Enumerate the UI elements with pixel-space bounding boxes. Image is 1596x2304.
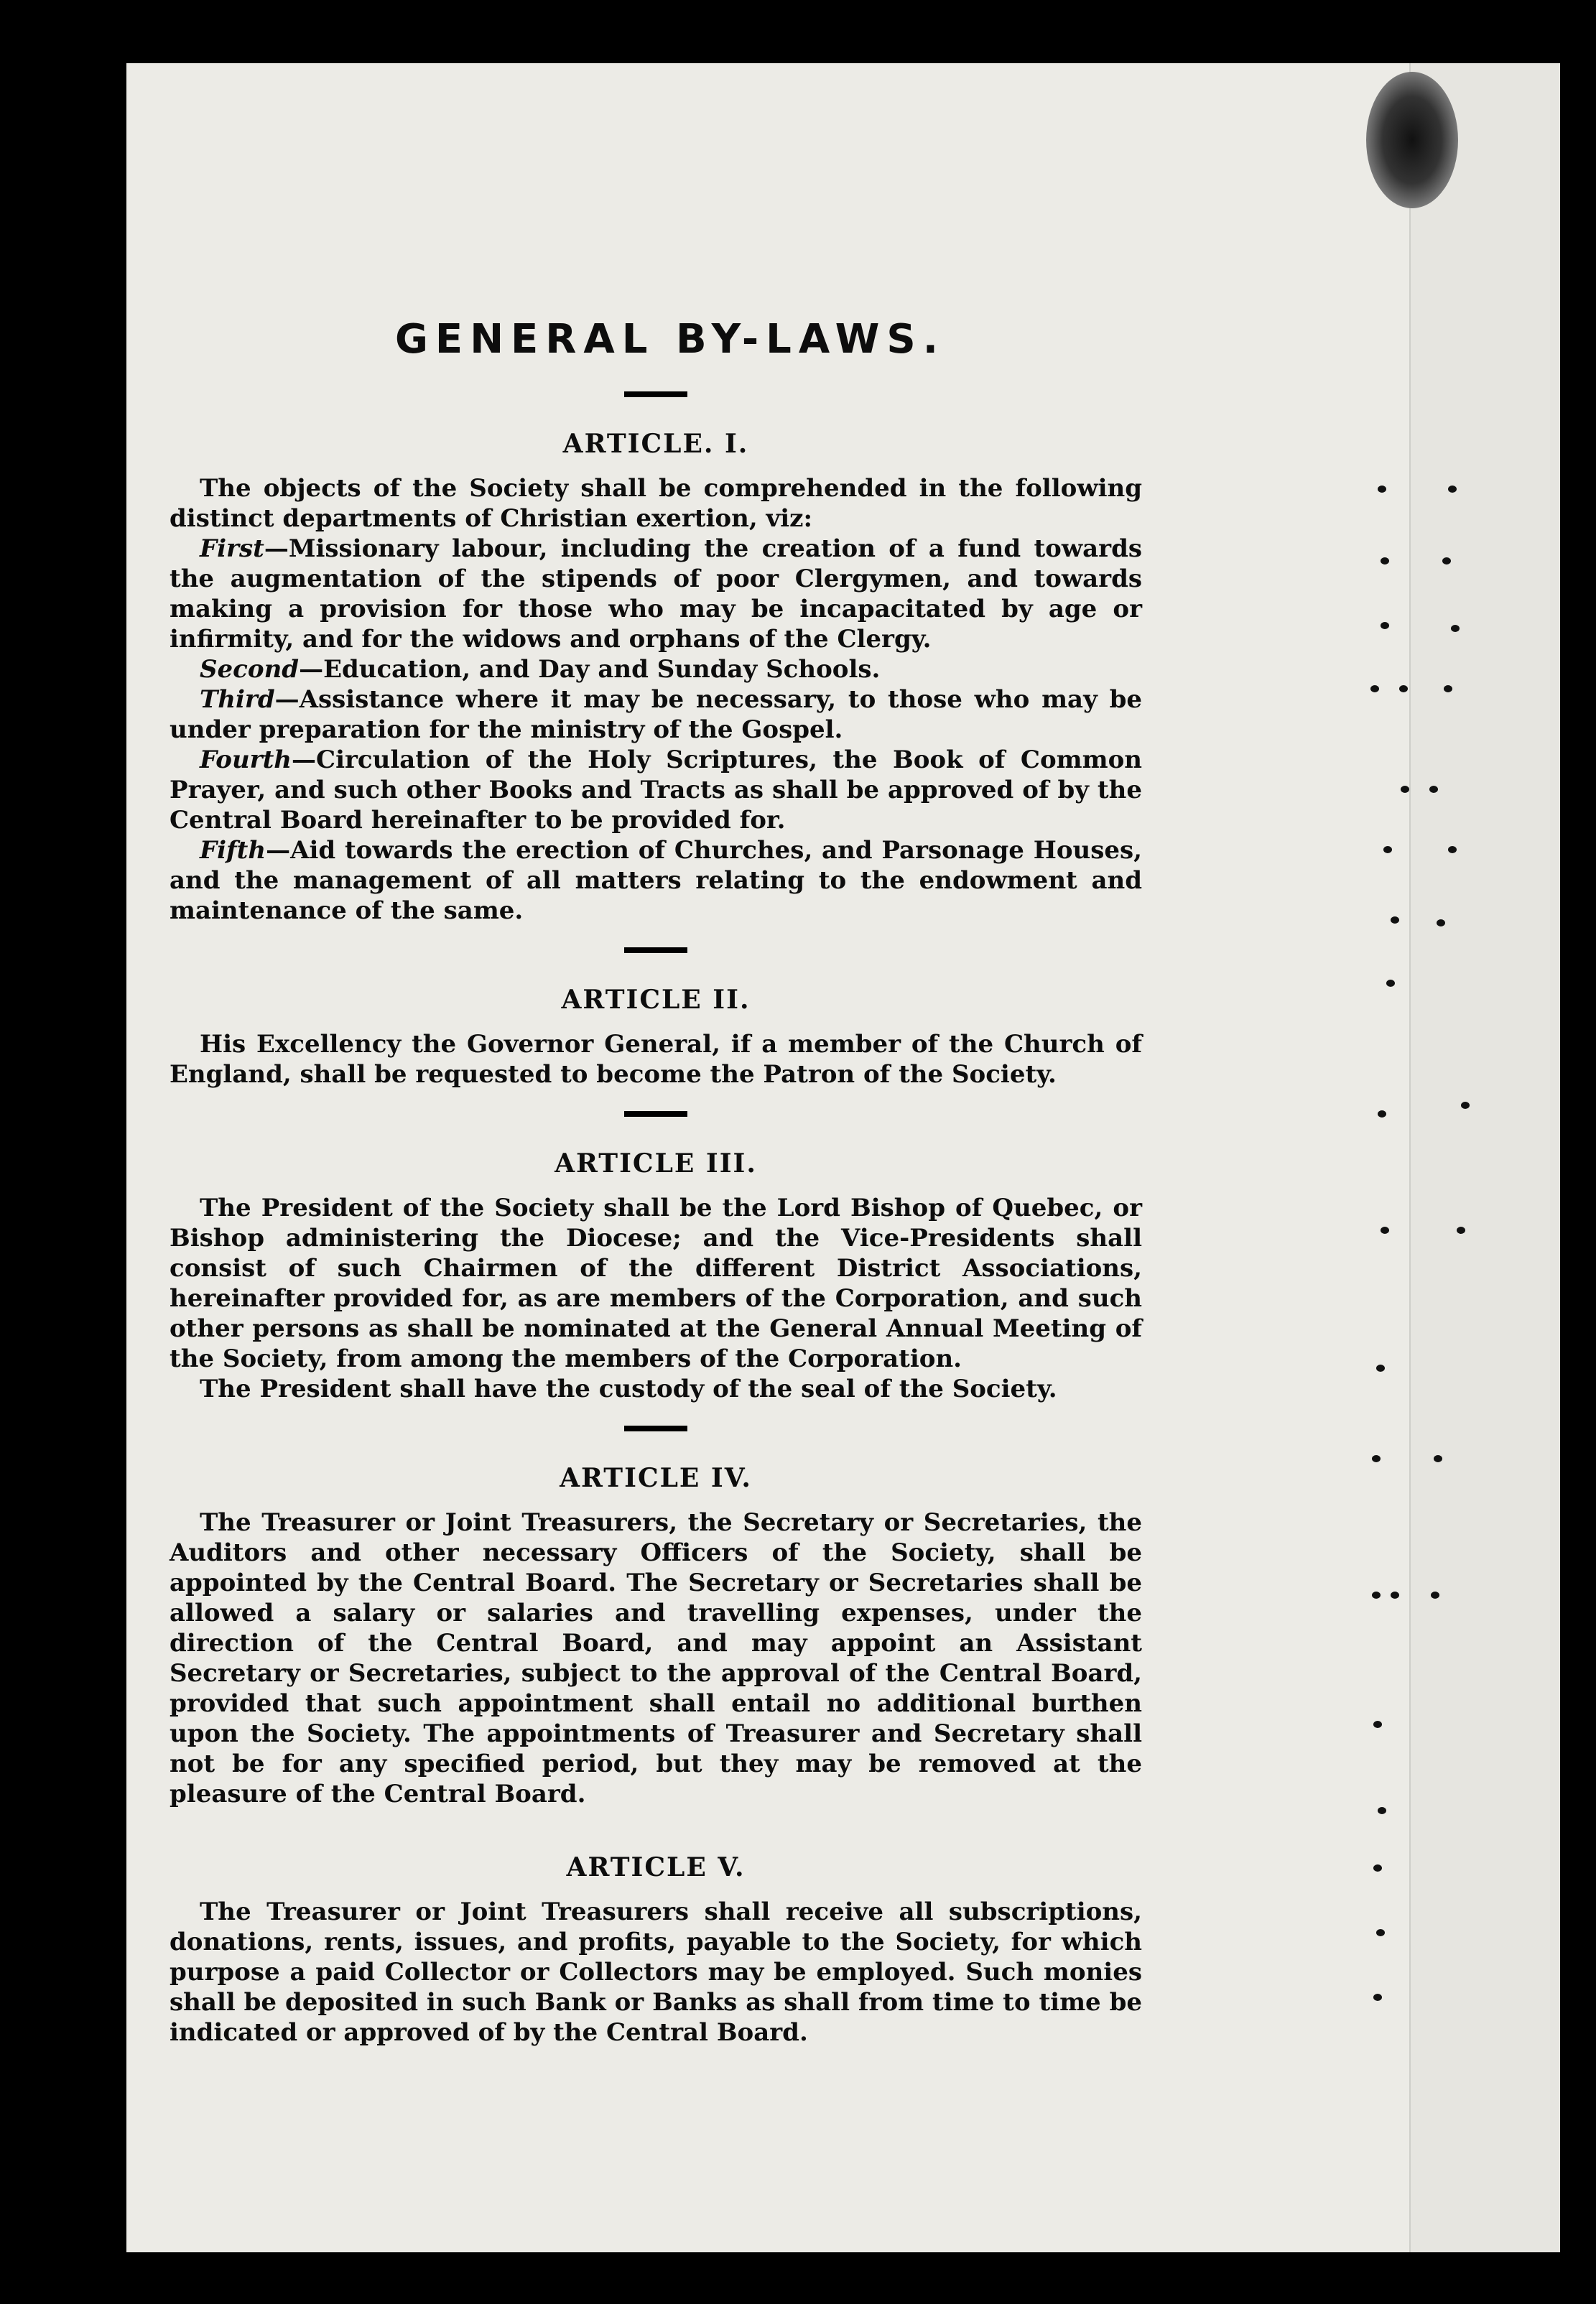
article-1-item-fourth (170, 745, 1142, 835)
bleed-dot (1376, 1929, 1385, 1936)
bleed-dot (1370, 685, 1379, 692)
facing-page-edge (1409, 63, 1560, 2252)
article-1-item-third (170, 684, 1142, 745)
bleed-dot (1434, 1455, 1442, 1462)
bleed-dot (1378, 486, 1386, 493)
section-rule (624, 1111, 687, 1117)
article-1-intro-text: objects of the Society shall be comprehended in the following distinct departments of Christian exertion, viz: (170, 474, 1142, 533)
bleed-dot (1373, 1721, 1382, 1728)
bleed-dot (1461, 1102, 1470, 1109)
article-1-heading: ARTICLE. I. (562, 429, 749, 459)
item-label: Fourth (200, 745, 292, 774)
article-4-text: The Treasurer or Joint Treasurers, the Secretary or Secretaries, the Auditors and other necessary Officers of the Society, shall be appointed by the Central Board. The Secretary or Secretaries shall be allowed a salary or salaries and travelling expenses, under the direction of the Central Board, and may appoint an Assistant Secretary or Secretaries, subject to the approval of the Central Board, provided that such appointment shall entail no additional burthen upon the Society. The appointments of Treasurer and Secretary shall not be for any specified period, but they may be removed at the pleasure of the Central Board. (170, 1508, 1142, 1808)
bleed-dot (1391, 916, 1399, 924)
bleed-dot (1372, 1455, 1381, 1462)
bleed-dot (1451, 625, 1460, 632)
bleed-dot (1391, 1592, 1399, 1599)
bleed-dot (1372, 1592, 1381, 1599)
item-text: —Circulation of the Holy Scriptures, the Book of Common Prayer, and such other Books and Tracts as shall be approved of by the Central Board hereinafter to be provided for. (170, 745, 1142, 835)
item-label: Fifth (200, 836, 266, 865)
bleed-dot (1386, 980, 1395, 987)
article-1-intro (170, 473, 1142, 534)
bleed-dot (1448, 846, 1457, 853)
bleed-dot (1378, 1110, 1386, 1118)
item-text: —Education, and Day and Sunday Schools. (299, 655, 881, 684)
page-title: GENERAL BY-LAWS. (394, 316, 946, 363)
item-label: Second (200, 655, 300, 684)
article-3-heading: ARTICLE III. (555, 1148, 757, 1179)
bleed-dot (1448, 486, 1457, 493)
bleed-dot (1381, 557, 1389, 565)
bleed-dot (1399, 685, 1408, 692)
title-rule (624, 391, 687, 397)
bleed-dot (1373, 1994, 1382, 2001)
bleed-dot (1378, 1807, 1386, 1814)
article-5-heading: ARTICLE V. (566, 1852, 746, 1882)
article-2-heading: ARTICLE II. (561, 985, 751, 1015)
article-1-item-second (170, 654, 1142, 684)
article-2-text: His Excellency the Governor General, if a member of the Church of England, shall be requested to become the Patron of the Society. (170, 1030, 1142, 1089)
article-1-intro-lead: The (200, 474, 251, 503)
article-3-text-2: The President shall have the custody of the seal of the Society. (200, 1375, 1057, 1403)
item-text: —Missionary labour, including the creation of a fund towards the augmentation of the stipends of poor Clergymen, and towards making a provision for those who may be incapacitated by age or infirmity, and for the widows and orphans of the Clergy. (170, 534, 1142, 654)
bleed-dot (1431, 1592, 1439, 1599)
bleed-dot (1429, 786, 1438, 793)
item-label: First (200, 534, 264, 563)
section-rule (624, 1426, 687, 1431)
article-4-heading: ARTICLE IV. (560, 1463, 752, 1493)
bleed-dot (1381, 1227, 1389, 1234)
item-text: —Assistance where it may be necessary, to those who may be under preparation for the ministry of the Gospel. (170, 685, 1142, 744)
article-3-text: The President of the Society shall be the Lord Bishop of Quebec, or Bishop administering the Diocese; and the Vice-Presidents shall consist of such Chairmen of the different District Associations, hereinafter provided for, as are members of the Corporation, and such other persons as shall be nominated at the General Annual Meeting of the Society, from among the members of the Corporation. (170, 1194, 1142, 1373)
bleed-dot (1401, 786, 1409, 793)
bleed-dot (1381, 622, 1389, 629)
item-text: —Aid towards the erection of Churches, and Parsonage Houses, and the management of all matters relating to the endowment and maintenance of the same. (170, 836, 1142, 925)
section-rule (624, 947, 687, 953)
bleed-dot (1376, 1365, 1385, 1372)
bleed-dot (1437, 919, 1445, 926)
bleed-dot (1373, 1864, 1382, 1872)
article-5-text: The Treasurer or Joint Treasurers shall receive all subscriptions, donations, rents, issues, and profits, payable to the Society, for which purpose a paid Collector or Collectors may be employed. Such monies shall be deposited in such Bank or Banks as shall from time to time be indicated or approved of by the Central Board. (170, 1897, 1142, 2047)
bleed-dot (1442, 557, 1451, 565)
item-label: Third (200, 685, 275, 714)
bleed-dot (1383, 846, 1392, 853)
article-1-item-fifth (170, 835, 1142, 926)
bleed-dot (1444, 685, 1452, 692)
article-1-item-first (170, 534, 1142, 654)
page-text-block (170, 316, 1142, 2048)
binding-hole-mark (1366, 72, 1458, 208)
bleed-dot (1457, 1227, 1465, 1234)
